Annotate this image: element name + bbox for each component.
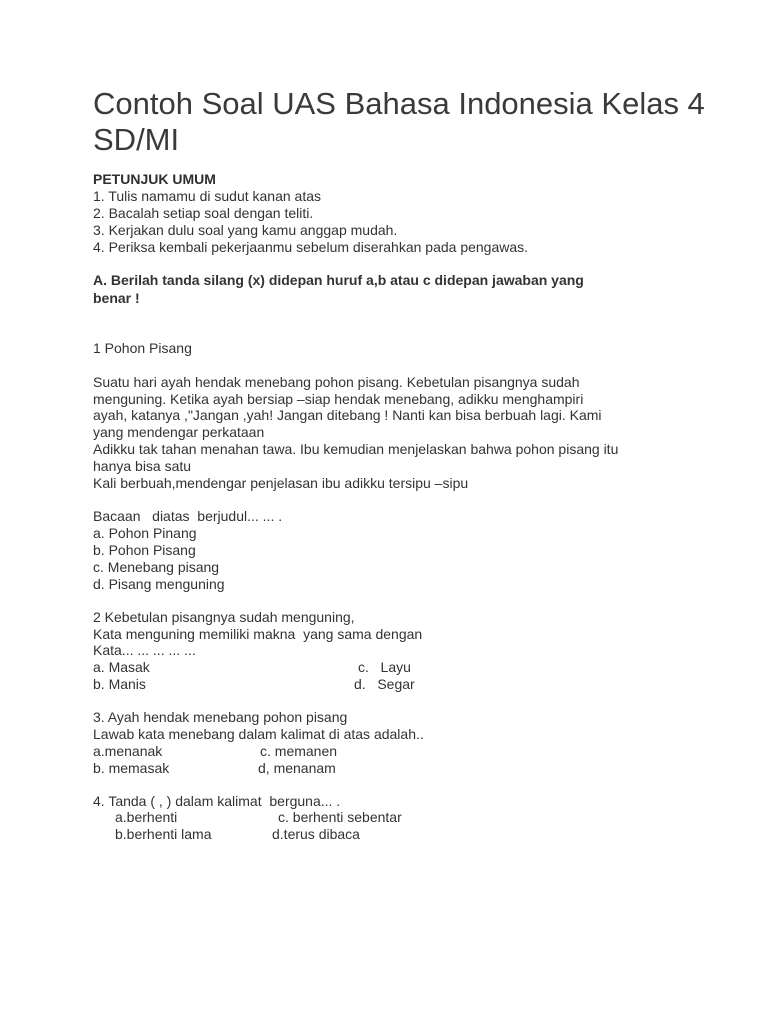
question-4-option-d: d.terus dibaca [272, 826, 360, 842]
question-1-option: b. Pohon Pisang [93, 542, 196, 558]
section-a-instruction-cont: benar ! [93, 290, 140, 306]
passage-line: Kali berbuah,mendengar penjelasan ibu adikku tersipu –sipu [93, 475, 469, 491]
question-4-option-c: c. berhenti sebentar [278, 809, 402, 825]
passage-line: yang mendengar perkataan [93, 424, 265, 440]
question-4-option-a: a.berhenti [115, 809, 178, 825]
question-2-option-b: b. Manis [93, 676, 146, 692]
instruction-item: 3. Kerjakan dulu soal yang kamu anggap mudah. [93, 222, 398, 238]
instruction-item: 2. Bacalah setiap soal dengan teliti. [93, 205, 314, 221]
question-1-option: c. Menebang pisang [93, 559, 220, 575]
passage-line: ayah, katanya ,"Jangan ,yah! Jangan ditebang ! Nanti kan bisa berbuah lagi. Kami [93, 407, 602, 423]
question-3-text: 3. Ayah hendak menebang pohon pisang [93, 709, 348, 725]
question-3-option-a: a.menanak [93, 743, 163, 759]
instruction-item: 4. Periksa kembali pekerjaanmu sebelum diserahkan pada pengawas. [93, 239, 529, 255]
question-2-option-d: d. Segar [354, 676, 415, 692]
instruction-item: 1. Tulis namamu di sudut kanan atas [93, 188, 322, 204]
question-2-text: Kata... ... ... ... ... [93, 642, 196, 658]
instructions-heading: PETUNJUK UMUM [93, 171, 216, 187]
question-2-option-a: a. Masak [93, 659, 150, 675]
passage-line: Adikku tak tahan menahan tawa. Ibu kemudian menjelaskan bahwa pohon pisang itu [93, 441, 619, 457]
question-3-option-b: b. memasak [93, 760, 170, 776]
question-2-option-c: c. Layu [358, 659, 411, 675]
document-title: Contoh Soal UAS Bahasa Indonesia Kelas 4 SD/MI [93, 86, 705, 157]
question-3-option-c: c. memanen [260, 743, 338, 759]
question-4-text: 4. Tanda ( , ) dalam kalimat berguna... . [93, 793, 341, 809]
question-3-text: Lawab kata menebang dalam kalimat di atas adalah.. [93, 726, 424, 742]
passage-line: Suatu hari ayah hendak menebang pohon pisang. Kebetulan pisangnya sudah [93, 374, 580, 390]
question-3-option-d: d, menanam [258, 760, 336, 776]
question-2-text: Kata menguning memiliki makna yang sama dengan [93, 626, 423, 642]
question-2-text: 2 Kebetulan pisangnya sudah menguning, [93, 609, 355, 625]
section-a-instruction: A. Berilah tanda silang (x) didepan huruf a,b atau c didepan jawaban yang [93, 272, 584, 288]
question-1-header: 1 Pohon Pisang [93, 340, 192, 356]
question-1-option: d. Pisang menguning [93, 576, 225, 592]
question-1-text: Bacaan diatas berjudul... ... . [93, 508, 283, 524]
question-4-option-b: b.berhenti lama [115, 826, 212, 842]
passage-line: menguning. Ketika ayah bersiap –siap hendak menebang, adikku menghampiri [93, 391, 584, 407]
question-1-option: a. Pohon Pinang [93, 525, 197, 541]
passage-line: hanya bisa satu [93, 458, 192, 474]
